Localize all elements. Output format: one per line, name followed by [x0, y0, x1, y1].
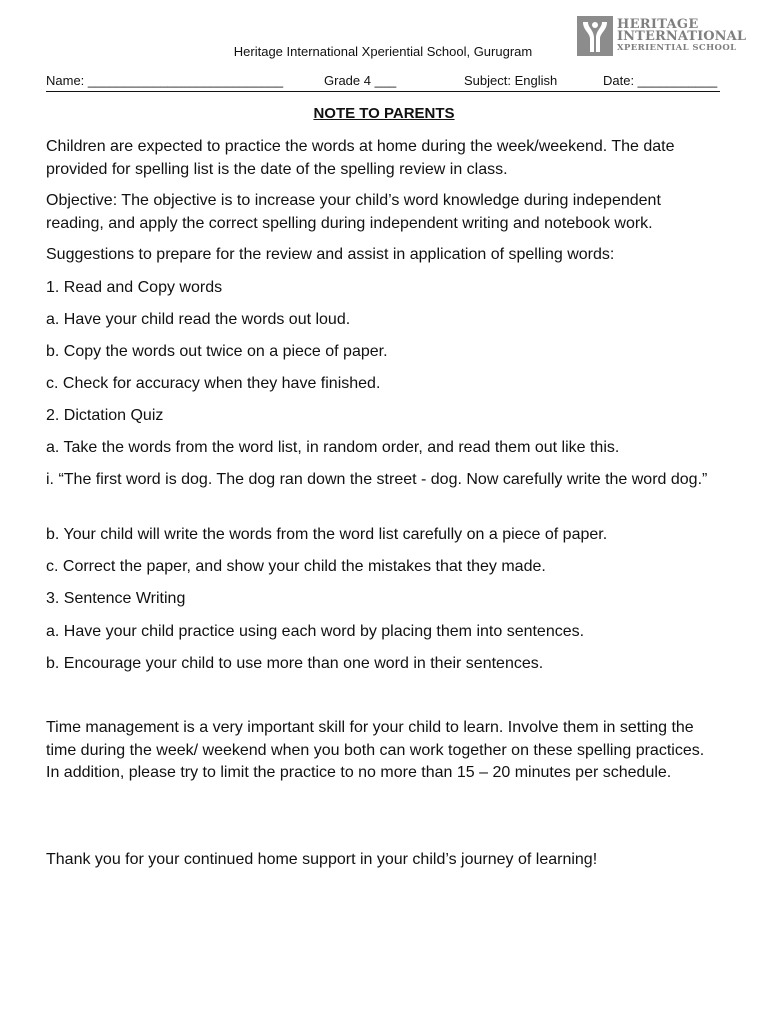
- list-item: c. Correct the paper, and show your child the mistakes that they made.: [46, 558, 546, 575]
- logo-line-3: XPERIENTIAL SCHOOL: [617, 42, 737, 53]
- list-item: a. Have your child read the words out loud.: [46, 311, 351, 328]
- date-field: Date: ___________: [603, 73, 718, 88]
- grade-field: Grade 4 ___: [324, 73, 397, 88]
- suggestions-heading: Suggestions to prepare for the review and assist in application of spelling words:: [46, 246, 615, 263]
- list-item: 2. Dictation Quiz: [46, 407, 164, 424]
- thank-you-paragraph: Thank you for your continued home support in your child’s journey of learning!: [46, 851, 598, 868]
- page-title: NOTE TO PARENTS: [313, 105, 455, 122]
- list-item: b. Your child will write the words from the word list carefully on a piece of paper.: [46, 526, 608, 543]
- student-info-row: [46, 73, 720, 92]
- logo-line-1: HERITAGE: [617, 16, 699, 32]
- objective-paragraph: Objective: The objective is to increase your child’s word knowledge during independent reading, and apply the correct spelling during independent writing and notebook work.: [46, 192, 661, 232]
- school-name-text: Heritage International Xperiential School, Gurugram: [233, 44, 533, 59]
- list-item: 1. Read and Copy words: [46, 279, 223, 296]
- list-item: 3. Sentence Writing: [46, 590, 186, 607]
- logo-line-2: INTERNATIONAL: [617, 28, 747, 44]
- list-item: c. Check for accuracy when they have finished.: [46, 375, 381, 392]
- list-item: i. “The first word is dog. The dog ran down the street - dog. Now carefully write the word dog.”: [46, 471, 708, 488]
- subject-field: Subject: English: [464, 73, 558, 88]
- list-item: b. Copy the words out twice on a piece of paper.: [46, 343, 388, 360]
- list-item: a. Have your child practice using each word by placing them into sentences.: [46, 623, 585, 640]
- intro-paragraph: Children are expected to practice the words at home during the week/weekend. The date provided for spelling list is the date of the spelling review in class.: [46, 138, 675, 178]
- time-management-paragraph: Time management is a very important skill for your child to learn. Involve them in setting the time during the week/ weekend when you both can work together on these spelling practices. In addition, please try to limit the practice to no more than 15 – 20 minutes per schedule.: [46, 719, 705, 781]
- school-name: [0, 44, 768, 59]
- name-field: Name: ___________________________: [46, 73, 284, 88]
- list-item: a. Take the words from the word list, in random order, and read them out like this.: [46, 439, 620, 456]
- list-item: b. Encourage your child to use more than one word in their sentences.: [46, 655, 544, 672]
